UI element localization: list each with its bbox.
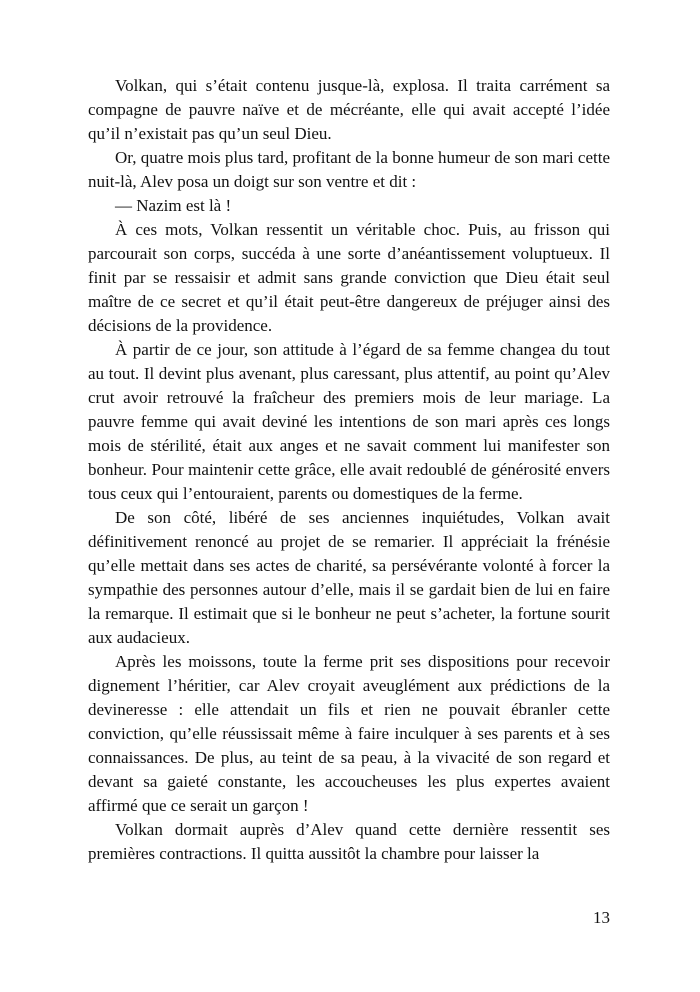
- page-number: 13: [593, 908, 610, 927]
- dialogue-line: — Nazim est là !: [115, 196, 232, 215]
- paragraph: De son côté, libéré de ses anciennes inquiétudes, Volkan avait définitivement renoncé au projet de se remarier. Il appréciait la frénésie qu’elle mettait dans ses actes de charité, sa persévérante volonté à forcer la sympathie des personnes autour d’elle, mais il se gardait bien de lui en faire la remarque. Il estimait que si le bonheur ne peut s’acheter, la fortune sourit aux audacieux.: [88, 508, 610, 647]
- paragraph: À ces mots, Volkan ressentit un véritable choc. Puis, au frisson qui parcourait son corps, succéda à une sorte d’anéantissement voluptueux. Il finit par se ressaisir et admit sans grande conviction que Dieu était seul maître de ce secret et qu’il était peut-être dangereux de préjuger ainsi des décisions de la providence.: [88, 220, 610, 335]
- paragraph: Après les moissons, toute la ferme prit ses dispositions pour recevoir dignement l’héritier, car Alev croyait aveuglément aux prédictions de la devineresse : elle attendait un fils et rien ne pouvait ébranler cette conviction, qu’elle réussissait même à faire inculquer à ses parents et à ses connaissances. De plus, au teint de sa peau, à la vivacité de son regard et devant sa gaieté constante, les accoucheuses les plus expertes avaient affirmé que ce serait un garçon !: [88, 652, 610, 815]
- paragraph: Volkan dormait auprès d’Alev quand cette dernière ressentit ses premières contractions. Il quitta aussitôt la chambre pour laisser la: [88, 820, 610, 863]
- body-text: [88, 74, 610, 866]
- paragraph: À partir de ce jour, son attitude à l’égard de sa femme changea du tout au tout. Il devint plus avenant, plus caressant, plus attentif, au point qu’Alev crut avoir retrouvé la fraîcheur des premiers mois de leur mariage. La pauvre femme qui avait deviné les intentions de son mari après ces longs mois de stérilité, était aux anges et ne savait comment lui manifester son bonheur. Pour maintenir cette grâce, elle avait redoublé de générosité envers tous ceux qui l’entouraient, parents ou domestiques de la ferme.: [88, 340, 610, 503]
- paragraph: Or, quatre mois plus tard, profitant de la bonne humeur de son mari cette nuit-là, Alev posa un doigt sur son ventre et dit :: [88, 148, 610, 191]
- paragraph: Volkan, qui s’était contenu jusque-là, explosa. Il traita carrément sa compagne de pauvre naïve et de mécréante, elle qui avait accepté l’idée qu’il n’existait pas qu’un seul Dieu.: [88, 76, 610, 143]
